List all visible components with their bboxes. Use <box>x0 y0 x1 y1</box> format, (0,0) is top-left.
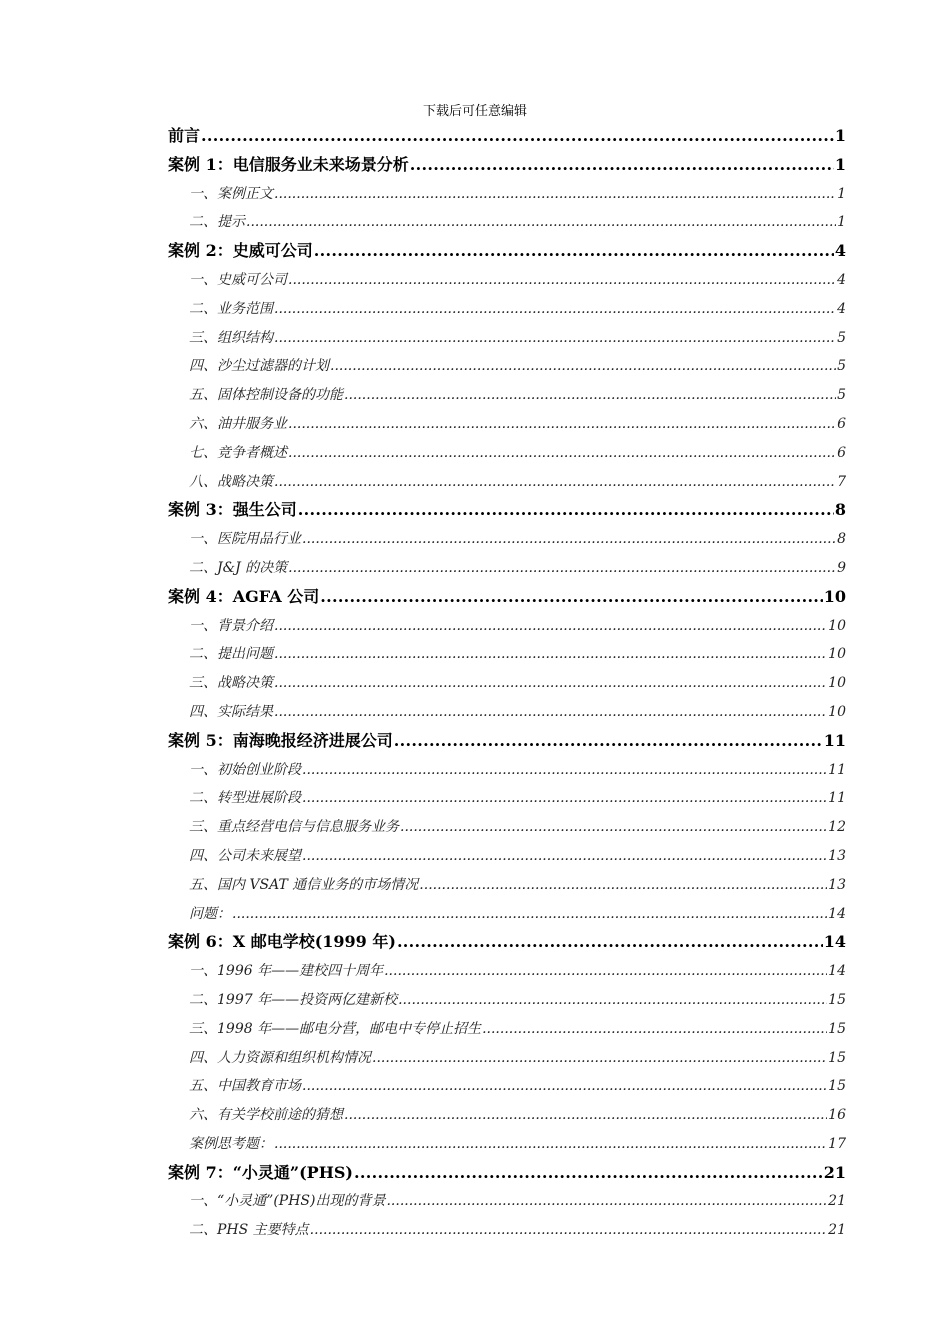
toc-dot-leader <box>302 525 836 554</box>
toc-entry-chapter[interactable] <box>168 1159 846 1188</box>
toc-entry-section[interactable] <box>168 612 846 641</box>
toc-entry-title: 一、1996 年——建校四十周年 <box>189 963 384 980</box>
toc-entry-section[interactable] <box>168 324 846 353</box>
toc-entry-section[interactable] <box>168 525 846 554</box>
toc-entry-title: 前言 <box>168 126 201 145</box>
toc-entry-page-number: 11 <box>823 730 846 750</box>
toc-dot-leader <box>344 381 836 410</box>
toc-entry-page-number: 15 <box>828 1020 846 1037</box>
toc-entry-section[interactable] <box>168 439 846 468</box>
toc-entry-title: 五、国内 VSAT 通信业务的市场情况 <box>189 876 419 893</box>
toc-dot-leader <box>274 669 827 698</box>
toc-entry-section[interactable] <box>168 352 846 381</box>
toc-dot-leader <box>288 410 836 439</box>
toc-dot-leader <box>302 1072 827 1101</box>
toc-dot-leader <box>354 1159 823 1188</box>
toc-dot-leader <box>288 266 836 295</box>
toc-entry-page-number: 11 <box>828 790 846 807</box>
toc-entry-page-number: 5 <box>837 387 846 404</box>
toc-entry-page-number: 4 <box>834 241 846 261</box>
toc-entry-title: 问题： <box>189 905 231 922</box>
toc-entry-title: 案例 5：南海晚报经济进展公司 <box>168 730 393 750</box>
toc-entry-page-number: 8 <box>834 500 846 520</box>
toc-entry-title: 二、PHS 主要特点 <box>189 1222 309 1239</box>
toc-dot-leader <box>274 640 827 669</box>
toc-entry-section[interactable] <box>168 266 846 295</box>
toc-entry-title: 案例 3：强生公司 <box>168 500 297 520</box>
toc-entry-title: 五、中国教育市场 <box>189 1078 301 1095</box>
toc-entry-title: 二、提出问题 <box>189 646 273 663</box>
toc-entry-section[interactable] <box>168 1044 846 1073</box>
toc-entry-section[interactable] <box>168 1187 846 1216</box>
toc-entry-title: 案例 6：X 邮电学校(1999 年) <box>168 932 396 952</box>
toc-entry-chapter[interactable] <box>168 496 846 525</box>
toc-entry-section[interactable] <box>168 295 846 324</box>
toc-entry-section[interactable] <box>168 1216 846 1245</box>
toc-entry-title: 四、实际结果 <box>189 703 273 720</box>
toc-dot-leader <box>344 1101 827 1130</box>
toc-entry-section[interactable] <box>168 554 846 583</box>
toc-entry-chapter[interactable] <box>168 151 846 180</box>
toc-dot-leader <box>302 756 827 785</box>
toc-entry-section[interactable] <box>168 698 846 727</box>
toc-entry-section[interactable] <box>168 640 846 669</box>
toc-entry-page-number: 17 <box>828 1135 846 1152</box>
toc-dot-leader <box>394 727 823 756</box>
toc-entry-title: 一、初始创业阶段 <box>189 761 301 778</box>
toc-entry-section[interactable] <box>168 381 846 410</box>
toc-entry-page-number: 1 <box>837 214 846 231</box>
toc-dot-leader <box>372 1044 827 1073</box>
toc-entry-section[interactable] <box>168 669 846 698</box>
toc-entry-title: 三、重点经营电信与信息服务业务 <box>189 819 399 836</box>
toc-dot-leader <box>397 928 823 957</box>
toc-entry-title: 二、1997 年——投资两亿建新校 <box>189 991 398 1008</box>
toc-dot-leader <box>302 784 827 813</box>
toc-entry-section[interactable] <box>168 1015 846 1044</box>
toc-entry-section[interactable] <box>168 900 846 929</box>
toc-entry-chapter[interactable] <box>168 237 846 266</box>
toc-entry-page-number: 10 <box>828 703 846 720</box>
toc-entry-title: 三、组织结构 <box>189 329 273 346</box>
toc-entry-page-number: 10 <box>823 586 846 606</box>
toc-entry-title: 六、油井服务业 <box>189 415 287 432</box>
toc-dot-leader <box>201 122 834 151</box>
toc-entry-page-number: 6 <box>837 444 846 461</box>
toc-entry-page-number: 7 <box>837 473 846 490</box>
toc-entry-page-number: 15 <box>828 1049 846 1066</box>
toc-dot-leader <box>302 842 827 871</box>
toc-entry-title: 六、有关学校前途的猜想 <box>189 1107 343 1124</box>
toc-entry-page-number: 11 <box>828 761 846 778</box>
toc-entry-page-number: 1 <box>834 154 846 174</box>
toc-entry-section[interactable] <box>168 1101 846 1130</box>
toc-entry-page-number: 5 <box>837 358 846 375</box>
toc-entry-title: 案例 4：AGFA 公司 <box>168 586 320 606</box>
toc-entry-page-number: 10 <box>828 646 846 663</box>
toc-entry-title: 二、业务范围 <box>189 300 273 317</box>
toc-entry-section[interactable] <box>168 842 846 871</box>
toc-entry-section[interactable] <box>168 410 846 439</box>
toc-entry-page-number: 14 <box>823 932 846 952</box>
toc-dot-leader <box>274 180 836 209</box>
toc-entry-title: 一、医院用品行业 <box>189 531 301 548</box>
toc-entry-chapter[interactable] <box>168 727 846 756</box>
toc-entry-page-number: 9 <box>837 559 846 576</box>
toc-entry-page-number: 15 <box>828 991 846 1008</box>
toc-dot-leader <box>386 1187 827 1216</box>
toc-entry-section[interactable] <box>168 784 846 813</box>
toc-entry-title: 三、1998 年——邮电分营，邮电中专停止招生 <box>189 1020 482 1037</box>
toc-dot-leader <box>330 352 836 381</box>
toc-dot-leader <box>419 871 827 900</box>
toc-entry-page-number: 1 <box>837 185 846 202</box>
toc-dot-leader <box>246 208 836 237</box>
toc-entry-chapter[interactable] <box>168 122 846 151</box>
toc-entry-title: 二、转型进展阶段 <box>189 790 301 807</box>
toc-entry-section[interactable] <box>168 756 846 785</box>
toc-entry-title: 二、提示 <box>189 214 245 231</box>
toc-dot-leader <box>314 237 834 266</box>
toc-dot-leader <box>274 698 827 727</box>
toc-dot-leader <box>298 496 834 525</box>
toc-entry-section[interactable] <box>168 871 846 900</box>
toc-dot-leader <box>400 813 827 842</box>
toc-entry-title: 五、固体控制设备的功能 <box>189 387 343 404</box>
toc-entry-chapter[interactable] <box>168 583 846 612</box>
toc-entry-chapter[interactable] <box>168 928 846 957</box>
toc-entry-title: 案例 7：“小灵通”(PHS) <box>168 1162 353 1182</box>
toc-entry-section[interactable] <box>168 1072 846 1101</box>
page-header: 下载后可任意编辑 <box>422 104 527 119</box>
toc-entry-title: 四、公司未来展望 <box>189 847 301 864</box>
toc-dot-leader <box>320 583 823 612</box>
toc-entry-page-number: 10 <box>828 675 846 692</box>
toc-dot-leader <box>274 1130 827 1159</box>
toc-entry-section[interactable] <box>168 813 846 842</box>
toc-entry-title: 八、战略决策 <box>189 473 273 490</box>
toc-entry-page-number: 21 <box>823 1162 846 1182</box>
toc-entry-page-number: 13 <box>828 876 846 893</box>
toc-entry-page-number: 8 <box>837 531 846 548</box>
toc-entry-page-number: 1 <box>834 126 846 145</box>
toc-entry-title: 一、背景介绍 <box>189 617 273 634</box>
toc-entry-title: 一、“小灵通”(PHS)出现的背景 <box>189 1193 386 1210</box>
toc-entry-page-number: 13 <box>828 847 846 864</box>
toc-entry-page-number: 5 <box>837 329 846 346</box>
toc-entry-title: 二、J&J 的决策 <box>189 559 288 576</box>
toc-entry-page-number: 16 <box>828 1107 846 1124</box>
toc-entry-title: 案例思考题： <box>189 1135 273 1152</box>
toc-entry-page-number: 10 <box>828 617 846 634</box>
toc-entry-page-number: 12 <box>828 819 846 836</box>
toc-entry-page-number: 14 <box>828 963 846 980</box>
toc-entry-section[interactable] <box>168 180 846 209</box>
toc-entry-section[interactable] <box>168 986 846 1015</box>
toc-entry-page-number: 21 <box>828 1222 846 1239</box>
toc-dot-leader <box>274 295 836 324</box>
toc-entry-title: 七、竞争者概述 <box>189 444 287 461</box>
toc-dot-leader <box>288 554 836 583</box>
toc-entry-section[interactable] <box>168 468 846 497</box>
toc-entry-section[interactable] <box>168 208 846 237</box>
toc-entry-page-number: 4 <box>837 300 846 317</box>
toc-dot-leader <box>410 151 834 180</box>
toc-entry-title: 四、沙尘过滤器的计划 <box>189 358 329 375</box>
toc-dot-leader <box>310 1216 828 1245</box>
toc-entry-page-number: 14 <box>828 905 846 922</box>
toc-dot-leader <box>274 468 836 497</box>
toc-dot-leader <box>398 986 827 1015</box>
toc-dot-leader <box>274 324 836 353</box>
toc-entry-page-number: 6 <box>837 415 846 432</box>
toc-dot-leader <box>232 900 827 929</box>
toc-dot-leader <box>384 957 827 986</box>
toc-entry-title: 案例 1：电信服务业未来场景分析 <box>168 154 409 174</box>
toc-dot-leader <box>482 1015 827 1044</box>
toc-entry-page-number: 4 <box>837 271 846 288</box>
toc-entry-title: 案例 2：史威可公司 <box>168 241 313 261</box>
toc-entry-page-number: 21 <box>828 1193 846 1210</box>
toc-entry-title: 三、战略决策 <box>189 675 273 692</box>
toc-entry-section[interactable] <box>168 1130 846 1159</box>
toc-entry-title: 四、人力资源和组织机构情况 <box>189 1049 371 1066</box>
toc-entry-page-number: 15 <box>828 1078 846 1095</box>
toc-dot-leader <box>274 612 827 641</box>
table-of-contents <box>168 122 846 1245</box>
toc-entry-title: 一、案例正文 <box>189 185 273 202</box>
toc-entry-title: 一、史威可公司 <box>189 271 287 288</box>
toc-dot-leader <box>288 439 836 468</box>
toc-entry-section[interactable] <box>168 957 846 986</box>
